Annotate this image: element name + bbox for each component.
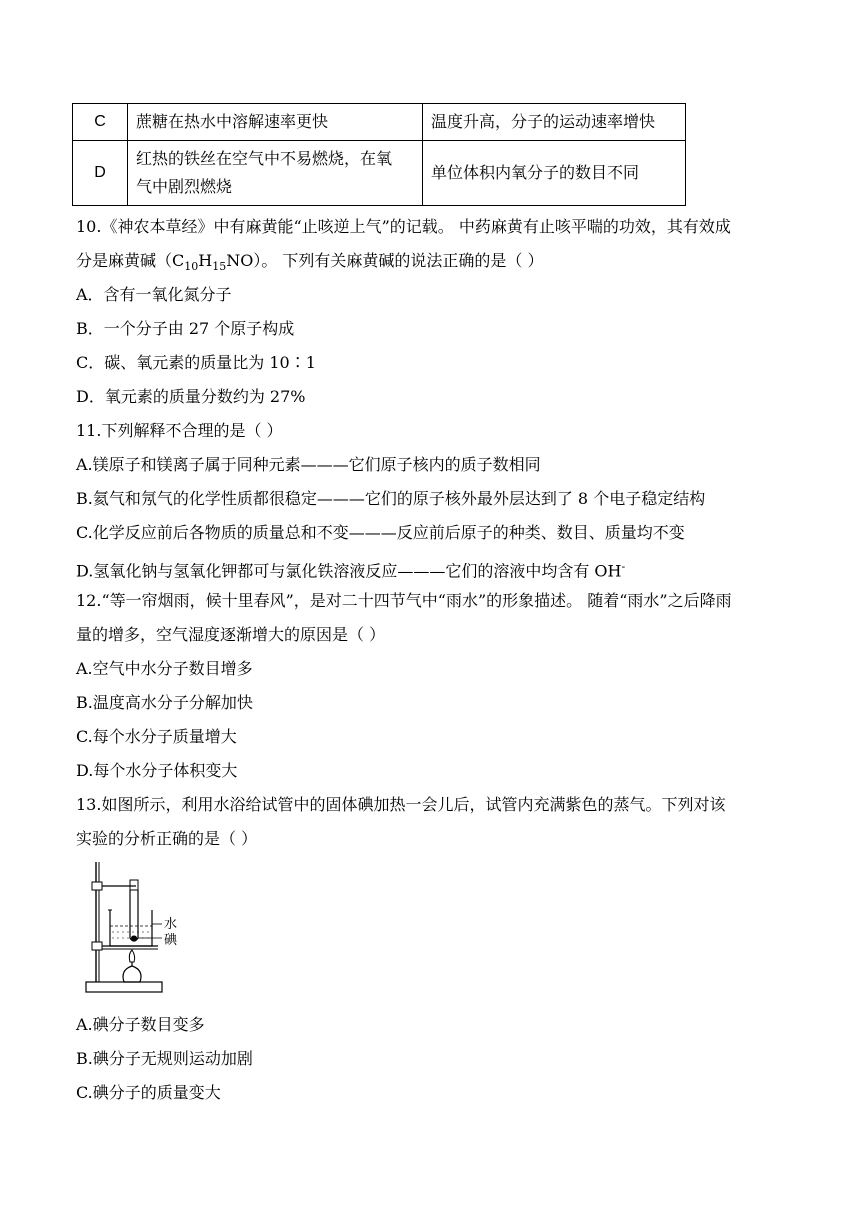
beaker xyxy=(110,910,152,946)
q10-option-a: A．含有一氧化氮分子 xyxy=(76,285,232,304)
q13-option-c: C.碘分子的质量变大 xyxy=(76,1083,221,1102)
q12-option-b: B.温度高水分子分解加快 xyxy=(76,693,253,712)
q10-stem-line1: 10.《神农本草经》中有麻黄能“止咳逆上气”的记载。 中药麻黄有止咳平喘的功效，其有效成 xyxy=(76,217,731,236)
q10-subscript: 15 xyxy=(212,260,227,274)
table-row xyxy=(73,141,686,206)
q10-option-d: D．氧元素的质量分数约为 27% xyxy=(76,387,306,406)
stand-base xyxy=(86,982,162,992)
row-explanation: 单位体积内氧分子的数目不同 xyxy=(423,141,686,206)
tube-holder xyxy=(130,880,138,890)
q12-stem-line2: 量的增多，空气湿度逐渐增大的原因是（ ） xyxy=(76,625,386,644)
q11-option-b: B.氦气和氖气的化学性质都很稳定———它们的原子核外最外层达到了 8 个电子稳定结构 xyxy=(76,489,706,508)
table-row xyxy=(73,104,686,141)
q13-option-b: B.碘分子无规则运动加剧 xyxy=(76,1049,253,1068)
row-phenomenon: 蔗糖在热水中溶解速率更快 xyxy=(128,104,423,141)
q12-option-a: A.空气中水分子数目增多 xyxy=(76,659,253,678)
q12-option-c: C.每个水分子质量增大 xyxy=(76,727,237,746)
iodine-label: 碘 xyxy=(164,933,178,948)
q11-option-d xyxy=(76,556,625,582)
q10-option-c: C．碳、氧元素的质量比为 10∶1 xyxy=(76,353,316,372)
row-letter: C xyxy=(73,104,128,141)
top-clamp xyxy=(92,882,102,890)
row-explanation: 温度升高，分子的运动速率增快 xyxy=(423,104,686,141)
q12-option-d: D.每个水分子体积变大 xyxy=(76,761,238,780)
q11-option-d-text: D.氢氧化钠与氢氧化钾都可与氯化铁溶液反应———它们的溶液中均含有 OH xyxy=(76,561,622,581)
row-phenomenon xyxy=(128,141,423,206)
alcohol-lamp xyxy=(123,966,141,982)
q11-stem: 11.下列解释不合理的是（ ） xyxy=(76,421,283,440)
phenomenon-line: 红热的铁丝在空气中不易燃烧，在氧 xyxy=(136,149,393,168)
ring-clamp xyxy=(92,942,102,950)
q10-text: 分是麻黄碱（C xyxy=(76,251,185,270)
water-label: 水 xyxy=(164,917,178,932)
q11-superscript: - xyxy=(621,560,626,573)
q10-subscript: 10 xyxy=(184,260,199,274)
q10-option-b: B．一个分子由 27 个原子构成 xyxy=(76,319,295,338)
q11-option-a: A.镁原子和镁离子属于同种元素———它们原子核内的质子数相同 xyxy=(76,455,541,474)
q10-text: NO）。 下列有关麻黄碱的说法正确的是（ ） xyxy=(226,251,544,270)
q13-stem-line1: 13.如图所示，利用水浴给试管中的固体碘加热一会儿后，试管内充满紫色的蒸气。下列对该 xyxy=(76,795,726,814)
q10-stem-line2 xyxy=(76,250,544,278)
iodine-solid xyxy=(131,936,137,941)
q11-option-c: C.化学反应前后各物质的质量总和不变———反应前后原子的种类、数目、质量均不变 xyxy=(76,523,685,542)
q10-text: H xyxy=(198,251,213,270)
options-table xyxy=(72,103,686,206)
phenomenon-line: 气中剧烈燃烧 xyxy=(136,177,233,196)
row-letter: D xyxy=(73,141,128,206)
test-tube xyxy=(130,890,138,941)
q13-option-a: A.碘分子数目变多 xyxy=(76,1015,205,1034)
flame xyxy=(129,950,134,962)
q12-stem-line1: 12.“等一帘烟雨，候十里春风”，是对二十四节气中“雨水”的形象描述。 随着“雨水”之后降雨 xyxy=(76,591,732,610)
q13-stem-line2: 实验的分析正确的是（ ） xyxy=(76,829,258,848)
water-bath-apparatus-diagram xyxy=(80,858,180,996)
